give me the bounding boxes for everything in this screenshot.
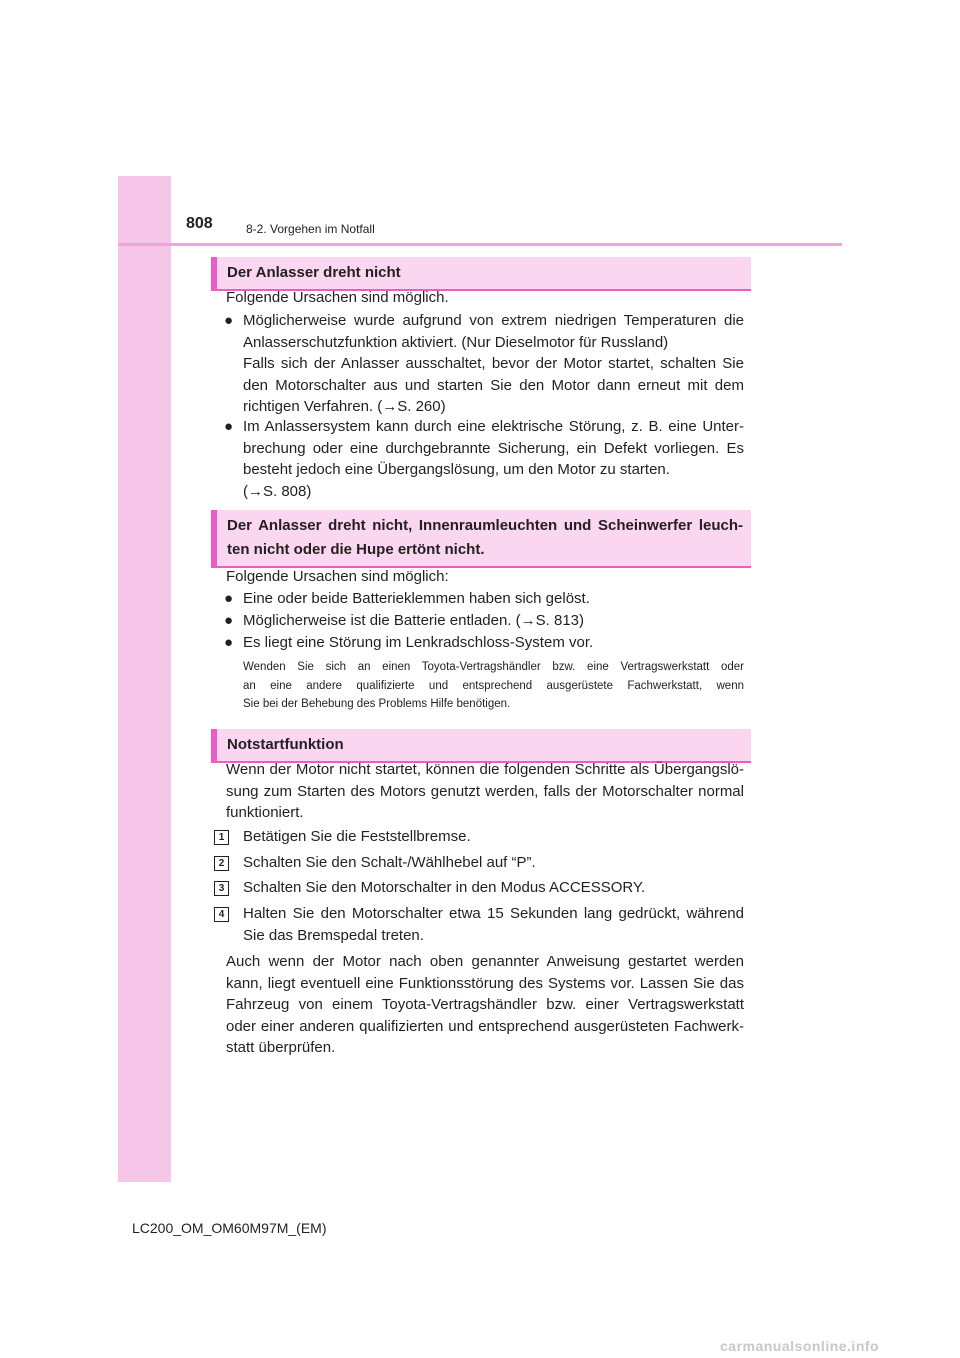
bullet-icon: ● bbox=[224, 612, 234, 629]
bullet-icon: ● bbox=[224, 634, 234, 651]
bullet-item: Eine oder beide Batterieklemmen haben sich gelöst. bbox=[243, 590, 590, 607]
chapter-tab-sidebar bbox=[118, 176, 171, 1182]
heading-no-lights-no-horn: Der Anlasser dreht nicht, Innenraumleuchten und Scheinwerfer leuch- ten nicht oder die Hupe ertönt nicht. bbox=[211, 510, 751, 568]
step-text: Halten Sie den Motorschalter etwa 15 Sekunden lang gedrückt, während Sie das Bremspedal treten. bbox=[243, 905, 744, 944]
step-text: Schalten Sie den Schalt-/Wählhebel auf “P”. bbox=[243, 854, 536, 871]
step-number-badge: 2 bbox=[214, 856, 229, 871]
document-code: LC200_OM_OM60M97M_(EM) bbox=[132, 1220, 327, 1236]
header-rule bbox=[118, 243, 842, 246]
step-number-badge: 4 bbox=[214, 907, 229, 922]
heading-starter-not-cranking: Der Anlasser dreht nicht bbox=[211, 257, 751, 291]
heading-emergency-start: Notstartfunktion bbox=[211, 729, 751, 763]
step-text: Betätigen Sie die Feststellbremse. bbox=[243, 828, 471, 845]
watermark: carmanualsonline.info bbox=[720, 1338, 880, 1354]
dealer-note: Wenden Sie sich an einen Toyota-Vertragshändler bzw. eine Vertragswerkstatt oder an eine andere qualifizierte und entsprechend ausgerüstete Fachwerkstatt, wenn Sie bei der Behebung des Problems Hilfe benötigen. bbox=[243, 661, 744, 710]
step-number-badge: 3 bbox=[214, 881, 229, 896]
bullet-item: Es liegt eine Störung im Lenkradschloss-System vor. bbox=[243, 634, 594, 651]
bullet-icon: ● bbox=[224, 418, 234, 435]
step-number-badge: 1 bbox=[214, 830, 229, 845]
intro-text: Folgende Ursachen sind möglich: bbox=[226, 568, 449, 585]
closing-paragraph: Auch wenn der Motor nach oben genannter Anweisung gestartet werden kann, liegt eventuell eine Funktionsstörung des Systems vor. Lassen Sie das Fahrzeug von einem Toyota-Vertragshändler bzw. einer Vertragswerkstatt oder einer anderen qualifizierten und entsprechend ausgerüsteten Fachwerk- statt überprüfen. bbox=[226, 953, 744, 1056]
bullet-icon: ● bbox=[224, 590, 234, 607]
page-number: 808 bbox=[186, 215, 213, 232]
intro-text: Wenn der Motor nicht startet, können die folgenden Schritte als Übergangslö- sung zum Starten des Motors genutzt werden, falls der Motorschalter normal funktioniert. bbox=[226, 761, 744, 821]
intro-text: Folgende Ursachen sind möglich. bbox=[226, 289, 449, 306]
step-text: Schalten Sie den Motorschalter in den Modus ACCESSORY. bbox=[243, 879, 646, 896]
bullet-item: Möglicherweise ist die Batterie entladen. (→S. 813) bbox=[243, 612, 585, 629]
section-title: 8-2. Vorgehen im Notfall bbox=[246, 222, 375, 236]
bullet-item: Im Anlassersystem kann durch eine elektrische Störung, z. B. eine Unter- brechung oder eine durchgebrannte Sicherung, ein Defekt vorliegen. Es besteht jedoch eine Übergangslösung, um den Motor zu starten. (→S. 808) bbox=[243, 418, 744, 500]
bullet-item: Möglicherweise wurde aufgrund von extrem niedrigen Temperaturen die Anlasserschutzfunktion aktiviert. (Nur Dieselmotor für Russland) Falls sich der Anlasser ausschaltet, bevor der Motor startet, schalten Sie den Motorschalter aus und starten Sie den Motor dann erneut mit dem richtigen Verfahren. (→S. 260) bbox=[243, 312, 744, 415]
bullet-icon: ● bbox=[224, 312, 234, 329]
